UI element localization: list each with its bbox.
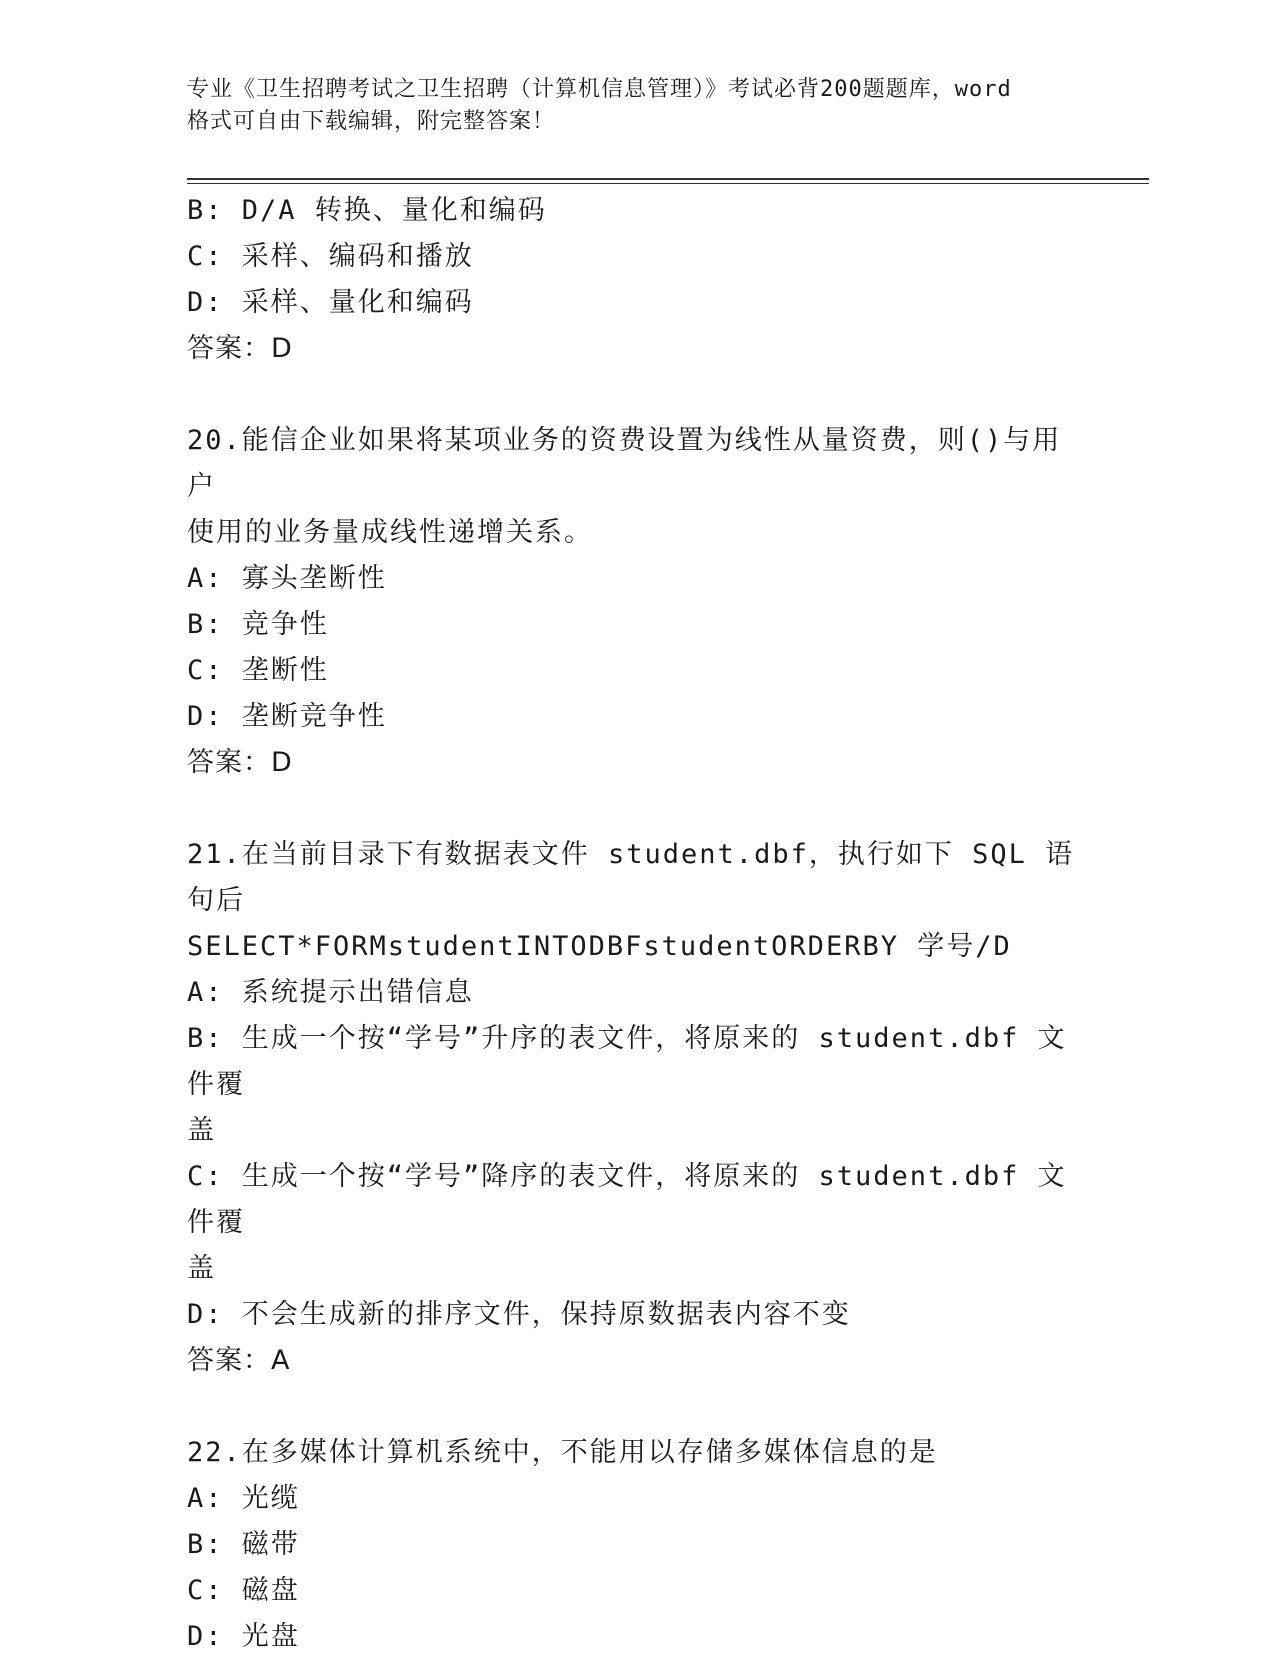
document-header xyxy=(187,74,1087,138)
option-d: D: 光盘 xyxy=(187,1621,300,1652)
option-b: B: 磁带 xyxy=(187,1529,300,1560)
option-c-line-1: C: 生成一个按“学号”降序的表文件，将原来的 student.dbf 文件覆 xyxy=(187,1161,1067,1238)
answer: 答案：A xyxy=(187,1345,291,1376)
question-stem-line-2: 使用的业务量成线性递增关系。 xyxy=(187,517,593,548)
question-21 xyxy=(187,832,1087,1384)
option-c: C: 磁盘 xyxy=(187,1575,300,1606)
option-b: B: D/A 转换、量化和编码 xyxy=(187,195,547,226)
question-stem-line-1: 21.在当前目录下有数据表文件 student.dbf，执行如下 SQL 语句后 xyxy=(187,839,1075,916)
option-d: D: 采样、量化和编码 xyxy=(187,287,474,318)
option-b-line-1: B: 生成一个按“学号”升序的表文件，将原来的 student.dbf 文件覆 xyxy=(187,1023,1067,1100)
option-b: B: 竞争性 xyxy=(187,609,329,640)
question-stem-line-1: 20.能信企业如果将某项业务的资费设置为线性从量资费，则()与用户 xyxy=(187,425,1062,502)
option-d: D: 垄断竞争性 xyxy=(187,701,387,732)
answer: 答案：D xyxy=(187,747,293,778)
question-19 xyxy=(187,188,1087,372)
question-20 xyxy=(187,418,1087,786)
option-a: A: 寡头垄断性 xyxy=(187,563,387,594)
answer: 答案：D xyxy=(187,333,293,364)
option-c: C: 垄断性 xyxy=(187,655,329,686)
header-title-line-1: 专业《卫生招聘考试之卫生招聘（计算机信息管理）》考试必背200题题库，word xyxy=(187,77,1012,102)
spacer xyxy=(187,1384,1087,1430)
option-c: C: 采样、编码和播放 xyxy=(187,241,474,272)
option-a: A: 光缆 xyxy=(187,1483,300,1514)
option-c-line-2: 盖 xyxy=(187,1253,216,1284)
option-a: A: 系统提示出错信息 xyxy=(187,977,474,1008)
question-22 xyxy=(187,1430,1087,1660)
option-d: D: 不会生成新的排序文件，保持原数据表内容不变 xyxy=(187,1299,851,1330)
question-stem: 22.在多媒体计算机系统中，不能用以存储多媒体信息的是 xyxy=(187,1437,938,1468)
spacer xyxy=(187,372,1087,418)
spacer xyxy=(187,786,1087,832)
header-title-line-2: 格式可自由下载编辑，附完整答案！ xyxy=(187,109,556,134)
option-b-line-2: 盖 xyxy=(187,1115,216,1146)
header-divider-thin xyxy=(187,183,1149,184)
question-stem-line-2: SELECT*FORMstudentINTODBFstudentORDERBY 学号/D xyxy=(187,931,1012,962)
header-divider-thick xyxy=(187,178,1149,180)
question-list xyxy=(187,188,1087,1660)
